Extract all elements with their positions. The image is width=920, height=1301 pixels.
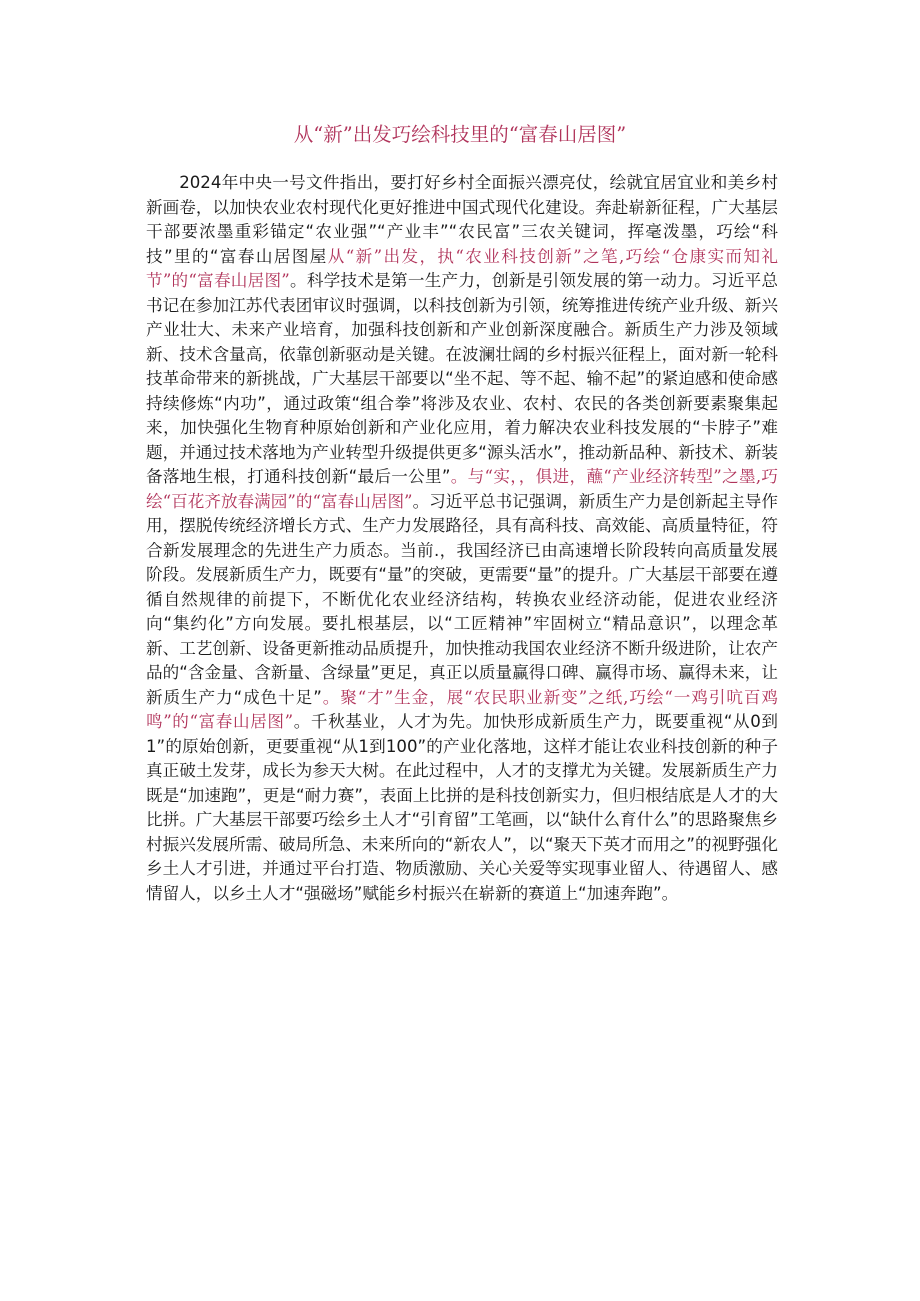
section-heading: 从“新”出发，执“农业科技创新”之笔,巧绘“仓康实而知礼节”的“富春山居图” bbox=[146, 246, 778, 290]
section-heading: 。聚“才”生金，展“农民职业新变”之纸,巧绘“一鸡引吭百鸡鸣”的“富春山居图” bbox=[146, 687, 778, 731]
paragraph-segment: 。习近平总书记强调，新质生产力是创新起主导作用，摆脱传统经济增长方式、生产力发展路径，具有高科技、高效能、高质量特征，符合新发展理念的先进生产力质态。当前.，我国经济已由高速增长阶段转向高质量发展阶段。发展新质生产力，既要有“量”的突破，更需要“量”的提升。广大基层干部要在遵循自然规律的前提下，不断优化农业经济结构，转换农业经济动能，促进农业经济向“集约化”方向发展。要扎根基层，以“工匠精神”牢固树立“精品意识”，以理念革新、工艺创新、设备更新推动品质提升，加快推动我国农业经济不断升级进阶，让农产品的“含金量、含新量、含绿量”更足，真正以质量赢得口碑、赢得市场、赢得未来，让新质生产力“成色十足” bbox=[146, 491, 778, 707]
section-heading: 。与“实，，俱进，蘸“产业经济转型”之墨,巧绘“百花齐放春满园”的“富春山居图” bbox=[146, 467, 778, 511]
paragraph-segment: 。千秋基业，人才为先。加快形成新质生产力，既要重视“从0到1”的原始创新，更要重视“从1到100”的产业化落地，这样才能让农业科技创新的种子真正破土发芽，成长为参天大树。在此过程中，人才的支撑尤为关键。发展新质生产力既是“加速跑”，更是“耐力赛”，表面上比拼的是科技创新实力，但归根结底是人才的大比拼。广大基层干部要巧绘乡土人才“引育留”工笔画，以“缺什么育什么”的思路聚焦乡村振兴发展所需、破局所急、未来所向的“新农人”，以“聚天下英才而用之”的视野强化乡土人才引进，并通过平台打造、物质激励、关心关爱等实现事业留人、待遇留人、感情留人，以乡土人才“强磁场”赋能乡村振兴在崭新的赛道上“加速奔跑”。 bbox=[146, 712, 779, 903]
paragraph-segment: 。科学技术是第一生产力，创新是引领发展的第一动力。习近平总书记在参加江苏代表团审议时强调，以科技创新为引领，统筹推进传统产业升级、新兴产业壮大、未来产业培育，加强科技创新和产业创新深度融合。新质生产力涉及领域新、技术含量高，依靠创新驱动是关键。在波澜壮阔的乡村振兴征程上，面对新一轮科技革命带来的新挑战，广大基层干部要以“坐不起、等不起、输不起”的紧迫感和使命感持续修炼“内功”，通过政策“组合拳”将涉及农业、农村、农民的各类创新要素聚集起来，加快强化生物育种原始创新和产业化应用，着力解决农业科技发展的“卡脖子”难题，并通过技术落地为产业转型升级提供更多“源头活水”，推动新品种、新技术、新装备落地生根，打通科技创新“最后一公里” bbox=[146, 271, 778, 486]
body-paragraph bbox=[146, 171, 778, 906]
paragraph-segment: 2024年中央一号文件指出，要打好乡村全面振兴漂亮仗，绘就宜居宜业和美乡村新画卷，以加快农业农村现代化更好推进中国式现代化建设。奔赴崭新征程，广大基层干部要浓墨重彩锚定“农业强”“产业丰”“农民富”三农关键词，挥毫泼墨，巧绘“科技”里的“富春山居图屋 bbox=[146, 173, 778, 266]
document-title: 从“新”出发巧绘科技里的“富春山居图” bbox=[293, 123, 627, 146]
